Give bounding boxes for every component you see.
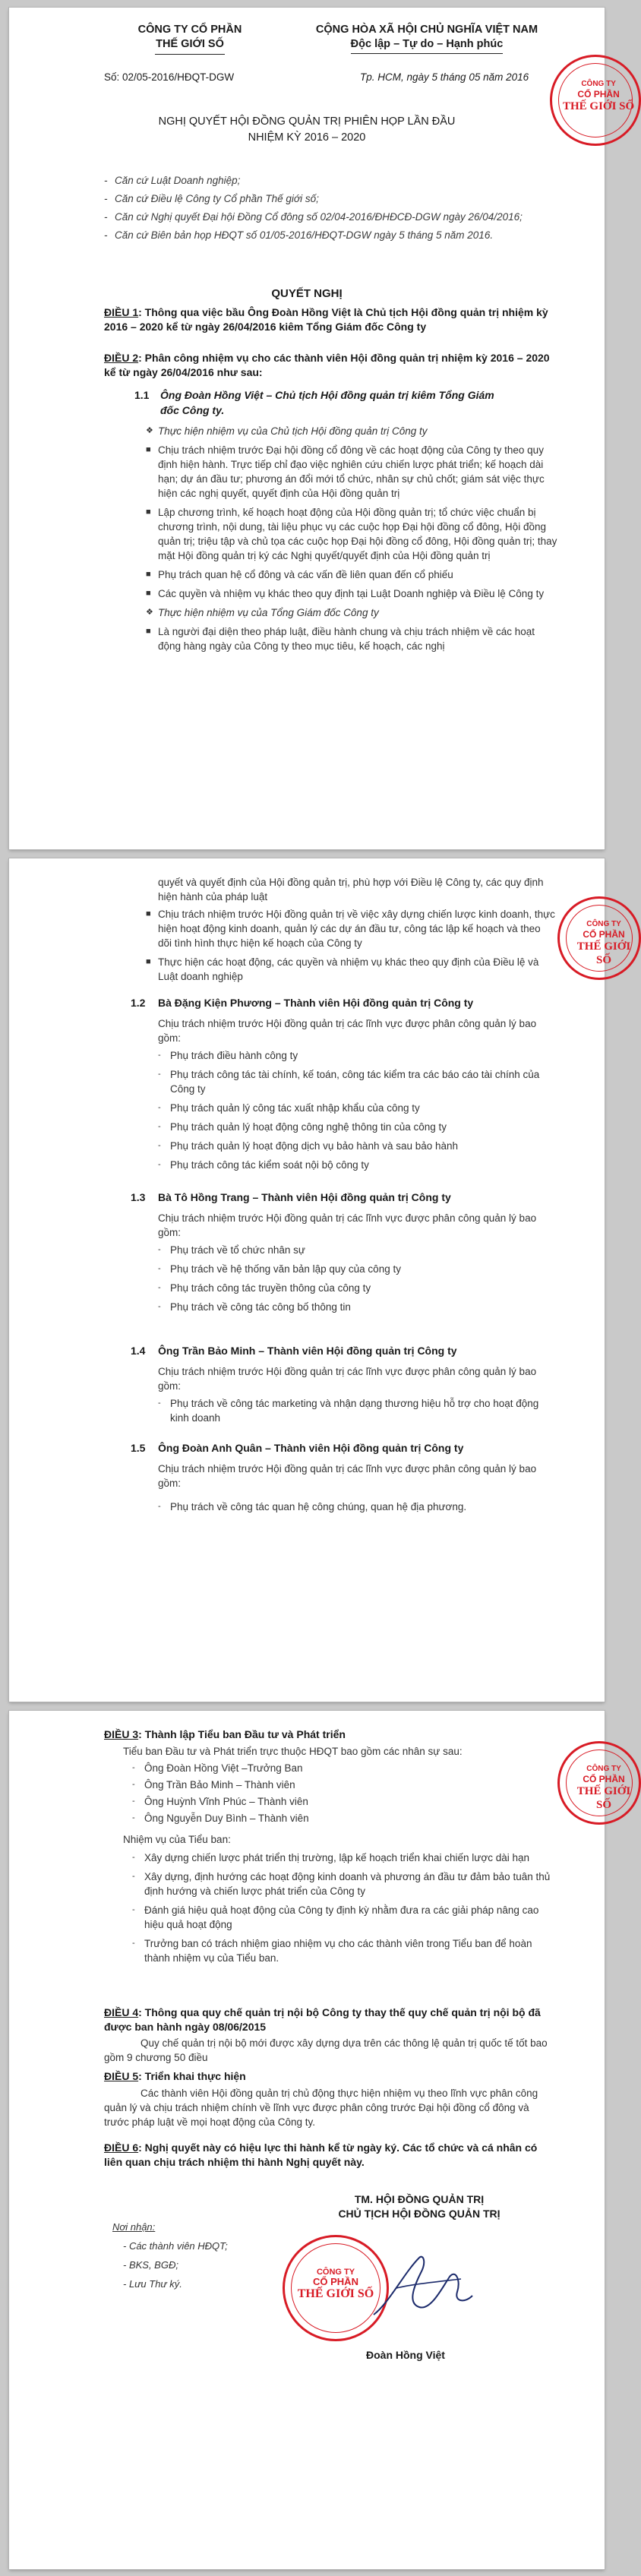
stamp-line-3: THẾ GIỚI SỐ [576,1785,631,1811]
title-line-1: NGHỊ QUYẾT HỘI ĐỒNG QUẢN TRỊ PHIÊN HỌP LẦN ĐẦU [158,115,456,128]
list-item: ■ Các quyền và nhiệm vụ khác theo quy định tại Luật Doanh nghiệp và Điều lệ Công ty [146,588,545,599]
member-1-4-duties [158,1396,553,1430]
signatory-name: Đoàn Hồng Việt [366,2349,445,2361]
list-item: - Phụ trách về tổ chức nhân sự [158,1244,305,1256]
list-item: - Phụ trách về hệ thống văn bản lập quy của công ty [158,1263,401,1275]
stamp-line-1: CÔNG TY [316,2268,355,2277]
article-5-label: ĐIỀU 5 [104,2070,139,2082]
list-item: - Xây dựng chiến lược phát triển thị trường, lập kế hoạch triển khai chiến lược dài hạn [132,1852,529,1863]
document-page-2 [9,858,631,1702]
legal-basis-list [104,173,552,246]
article-4 [104,2005,556,2034]
stamp-line-3: THẾ GIỚI SỐ [576,940,631,966]
stamp-line-2: CỔ PHẦN [313,2276,358,2287]
recipient-item: - BKS, BGĐ; [123,2259,178,2271]
article-4-label: ĐIỀU 4 [104,2006,139,2018]
stamp-line-1: CÔNG TY [586,1765,621,1773]
list-item: - Ông Nguyễn Duy Bình – Thành viên [132,1813,309,1824]
list-item: - Phụ trách công tác truyền thông của công ty [158,1282,371,1294]
list-item: - Phụ trách quản lý công tác xuất nhập khẩu của công ty [158,1102,420,1114]
list-item: - Ông Đoàn Hồng Việt –Trưởng Ban [132,1762,303,1774]
document-title [55,114,559,146]
article-1-label: ĐIỀU 1 [104,306,139,318]
list-item: - Ông Huỳnh Vĩnh Phúc – Thành viên [132,1796,308,1807]
company-line-2: THẾ GIỚI SỐ [156,38,224,50]
legal-basis-item: - Căn cứ Luật Doanh nghiệp; [104,175,241,186]
list-item: - Phụ trách công tác kiểm soát nội bộ công ty [158,1159,369,1171]
member-1-4-intro: Chịu trách nhiệm trước Hội đồng quản trị các lĩnh vực được phân công quản lý bao gồm: [158,1366,537,1392]
article-1-text: : Thông qua việc bầu Ông Đoàn Hồng Việt là Chủ tịch Hội đồng quản trị nhiệm kỳ 2016 – 2020 kể từ ngày 26/04/2016 kiêm Tổng Giám đốc Công ty [104,306,548,333]
list-item: ■ Phụ trách quan hệ cổ đông và các vấn đề liên quan đến cổ phiếu [146,569,453,580]
article-5-text: : Triển khai thực hiện [138,2070,246,2082]
article-4-text: : Thông qua quy chế quản trị nội bộ Công ty thay thế quy chế quản trị nội bộ đã được ban hành ngày 08/06/2015 [104,2006,541,2033]
list-item: - Phụ trách về công tác marketing và nhận dạng thương hiệu hỗ trợ cho hoạt động kinh doanh [158,1398,539,1424]
document-number: Số: 02/05-2016/HĐQT-DGW [104,71,235,83]
article-6-text: : Nghị quyết này có hiệu lực thi hành kể từ ngày ký. Các tổ chức và cá nhân có liên quan chịu trách nhiệm thi hành Nghị quyết này. [104,2141,538,2168]
legal-basis-item: - Căn cứ Điều lệ Công ty Cổ phần Thế giới số; [104,193,319,204]
article-3 [104,1727,556,1742]
document-date: Tp. HCM, ngày 5 tháng 05 năm 2016 [360,71,529,83]
nation-line: CỘNG HÒA XÃ HỘI CHỦ NGHĨA VIỆT NAM [315,24,538,36]
company-seal-partial [557,896,641,980]
document-page-1 [9,8,635,849]
recipients-title: Nơi nhận: [112,2221,156,2233]
member-heading-1-1: 1.1 Ông Đoàn Hồng Việt – Chủ tịch Hội đồng quản trị kiêm Tổng Giám đốc Công ty. [134,389,494,416]
list-item: ■ Thực hiện các hoạt động, các quyền và nhiệm vụ khác theo quy định của Điều lệ và Luật doanh nghiệp [146,956,539,982]
article-4-body: Quy chế quản trị nội bộ mới được xây dựng dựa trên các thông lệ quản trị quốc tế tốt bao gồm 9 chương 50 điều [104,2037,548,2063]
list-item: ■ Chịu trách nhiệm trước Đại hội đồng cổ đông về các hoạt động của Công ty theo quy định hiện hành. Trực tiếp chỉ đạo việc nghiên cứu chiến lược phát triển; kế hoạch dài hạn; dự án đầu tư; phương án đổi mới tổ chức, nhân sự chủ chốt; giám sát việc thực hiện các nghị quyết, quyết định của Hội đồng quản trị [146,444,545,499]
committee-members [132,1761,527,1828]
stamp-line-3: THẾ GIỚI SỐ [297,2287,374,2300]
document-page-3 [9,1711,631,2569]
list-item: - Phụ trách về công tác quan hệ công chúng, quan hệ địa phương. [158,1501,467,1512]
nation-header [290,23,564,54]
list-item: - Trưởng ban có trách nhiệm giao nhiệm vụ cho các thành viên trong Tiểu ban để hoàn thành nhiệm vụ của Tiểu ban. [132,1938,532,1964]
header-divider [155,54,225,55]
signature-title-1: TM. HỘI ĐỒNG QUẢN TRỊ [354,2193,485,2205]
article-2-label: ĐIỀU 2 [104,352,139,364]
member-1-3-duties [158,1243,553,1319]
committee-duties-intro: Nhiệm vụ của Tiểu ban: [123,1834,231,1845]
list-item: - Phụ trách công tác tài chính, kế toán, công tác kiểm tra các báo cáo tài chính của Công ty [158,1069,540,1095]
article-1 [104,305,556,334]
list-item: - Ông Trần Bảo Minh – Thành viên [132,1779,295,1791]
member-1-2-duties [158,1048,553,1177]
list-item: - Phụ trách quản lý hoạt động công nghệ thông tin của công ty [158,1121,447,1133]
list-item: - Phụ trách về công tác công bố thông tin [158,1301,351,1313]
stamp-line-1: CÔNG TY [586,920,621,928]
article-6 [104,2141,556,2170]
list-item: ❖ Thực hiện nhiệm vụ của Tổng Giám đốc Công ty [146,607,379,618]
company-seal-partial [550,55,641,146]
member-1-1-duties [146,424,557,658]
list-item: - Phụ trách quản lý hoạt động dịch vụ bảo hành và sau bảo hành [158,1140,459,1152]
article-3-intro: Tiểu ban Đầu tư và Phát triển trực thuộc HĐQT bao gồm các nhân sự sau: [123,1746,463,1757]
list-item: - Xây dựng, định hướng các hoạt động kinh doanh và phương án đầu tư đảm bảo tuân thủ định hướng và chiến lược phát triển của Công ty [132,1871,551,1897]
list-item: ■ Là người đại diện theo pháp luật, điều hành chung và chịu trách nhiệm về các hoạt động hàng ngày của Công ty theo mục tiêu, kế hoạch, các nghị [146,626,535,652]
company-line-1: CÔNG TY CỔ PHẦN [137,24,242,36]
article-2 [104,351,556,380]
stamp-line-2: CỔ PHẦN [583,929,625,940]
resolution-heading: QUYẾT NGHỊ [271,287,343,300]
member-1-1-duties-cont [146,907,556,988]
member-1-3-intro: Chịu trách nhiệm trước Hội đồng quản trị các lĩnh vực được phân công quản lý bao gồm: [158,1212,537,1238]
legal-basis-item: - Căn cứ Biên bản họp HĐQT số 01/05-2016/HĐQT-DGW ngày 5 tháng 5 năm 2016. [104,229,494,241]
stamp-line-3: THẾ GIỚI SỐ [563,100,635,112]
member-1-5-intro: Chịu trách nhiệm trước Hội đồng quản trị các lĩnh vực được phân công quản lý bao gồm: [158,1463,537,1489]
member-1-5-duties [158,1500,553,1519]
list-item: ❖ Thực hiện nhiệm vụ của Chủ tịch Hội đồng quản trị Công ty [146,425,428,437]
company-seal-partial [557,1741,641,1825]
stamp-line-1: CÔNG TY [581,80,616,88]
recipient-item: - Lưu Thư ký. [123,2278,182,2290]
company-header [99,23,281,55]
member-1-1-continuation: quyết và quyết định của Hội đồng quản trị, phù hợp với Điều lệ Công ty, các quy định hiện hành của pháp luật [158,877,544,902]
article-5 [104,2069,556,2084]
list-item: ■ Lập chương trình, kế hoạch hoạt động của Hội đồng quản trị; tổ chức việc chuẩn bị chương trình, nội dung, tài liệu phục vụ các cuộc họp Đại hội đồng cổ đông, Hội đồng quản trị; triệu tập và chủ tọa các cuộc họp Đại hội đồng cổ đông, Hội đồng quản trị; thay mặt Hội đồng quản trị ký các Nghị quyết/quyết định của Hội đồng quản trị [146,507,557,561]
article-3-label: ĐIỀU 3 [104,1728,139,1740]
article-5-body: Các thành viên Hội đồng quản trị chủ động thực hiện nhiệm vụ theo lĩnh vực phân công quản lý và chịu trách nhiệm chính về lĩnh vực được phân công trước Đại hội đồng cổ đông và trước pháp luật về mọi hoạt động của Công ty. [104,2088,538,2128]
list-item: - Phụ trách điều hành công ty [158,1050,298,1061]
list-item: - Đánh giá hiệu quả hoạt động của Công ty định kỳ nhằm đưa ra các giải pháp nâng cao hiệu quả hoạt động [132,1904,539,1930]
committee-duties [132,1851,554,1970]
signature-title-2: CHỦ TỊCH HỘI ĐỒNG QUẢN TRỊ [338,2208,500,2220]
recipients-list [112,2220,279,2291]
stamp-line-2: CỔ PHẦN [583,1774,625,1784]
list-item: ■ Chịu trách nhiệm trước Hội đồng quản trị về việc xây dựng chiến lược kinh doanh, thực hiện hoạt động kinh doanh, quản lý các dự án đầu tư, công tác lập kế hoạch và theo dõi tình hình thực hiện kế hoạch của Công ty [146,909,555,949]
title-line-2: NHIỆM KỲ 2016 – 2020 [248,131,366,144]
handwritten-signature [366,2243,480,2334]
article-2-text: : Phân công nhiệm vụ cho các thành viên Hội đồng quản trị nhiệm kỳ 2016 – 2020 kể từ ngày 26/04/2016 như sau: [104,352,550,378]
member-heading-1-5: 1.5 Ông Đoàn Anh Quân – Thành viên Hội đồng quản trị Công ty [131,1442,464,1454]
article-3-text: : Thành lập Tiểu ban Đầu tư và Phát triển [138,1728,346,1740]
stamp-line-2: CỔ PHẦN [577,89,620,100]
member-1-2-intro: Chịu trách nhiệm trước Hội đồng quản trị các lĩnh vực được phân công quản lý bao gồm: [158,1018,537,1044]
recipient-item: - Các thành viên HĐQT; [123,2240,228,2252]
member-heading-1-3: 1.3 Bà Tô Hồng Trang – Thành viên Hội đồng quản trị Công ty [131,1191,451,1203]
motto: Độc lập – Tự do – Hạnh phúc [351,37,504,54]
article-6-label: ĐIỀU 6 [104,2141,139,2154]
member-heading-1-4: 1.4 Ông Trần Bảo Minh – Thành viên Hội đồng quản trị Công ty [131,1345,457,1357]
member-heading-1-2: 1.2 Bà Đặng Kiện Phương – Thành viên Hội đồng quản trị Công ty [131,997,474,1009]
signature-block [305,2192,533,2221]
legal-basis-item: - Căn cứ Nghị quyết Đại hội Đồng Cổ đông số 02/04-2016/ĐHĐCĐ-DGW ngày 26/04/2016; [104,211,523,223]
